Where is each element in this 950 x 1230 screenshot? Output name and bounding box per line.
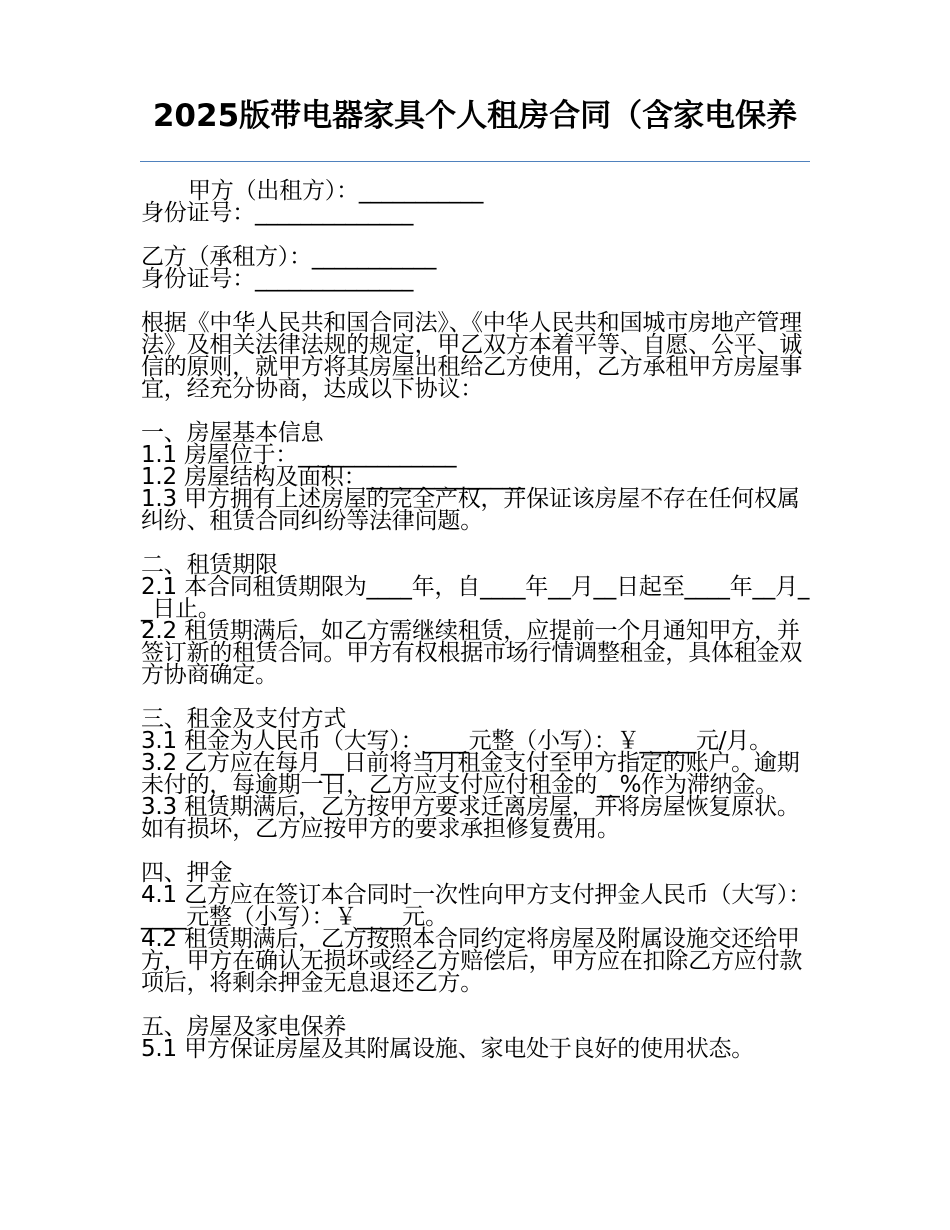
section-heading: 一、房屋基本信息 (141, 420, 324, 446)
clause: 3.3 租赁期满后，乙方按甲方要求迁离房屋，并将房屋恢复原状。如有损坏，乙方应按甲方的要求承担修复费用。 (141, 794, 800, 842)
document-body (141, 180, 816, 1060)
clause: 5.1 甲方保证房屋及其附属设施、家电处于良好的使用状态。 (141, 1036, 755, 1062)
document-title: 2025版带电器家具个人租房合同（含家电保养 (152, 98, 798, 134)
spacer (141, 400, 816, 422)
spacer (141, 686, 816, 708)
clause: 2.1 本合同租赁期限为____年，自____年__月__日起至____年__月__日止。 (141, 574, 810, 622)
spacer (141, 532, 816, 554)
clause: 4.2 租赁期满后，乙方按照本合同约定将房屋及附属设施交还给甲方，甲方在确认无损坏或经乙方赔偿后，甲方应在扣除乙方应付款项后，将剩余押金无息退还乙方。 (141, 926, 803, 996)
party-b-id-line: 身份证号：______________ (141, 266, 414, 292)
section-heading: 四、押金 (141, 860, 233, 886)
clause: 1.2 房屋结构及面积：______________ (141, 464, 525, 490)
clause: 1.1 房屋位于：______________ (141, 442, 457, 468)
spacer (141, 224, 816, 246)
clause: 2.2 租赁期满后，如乙方需继续租赁，应提前一个月通知甲方，并签订新的租赁合同。甲方有权根据市场行情调整租金，具体租金双方协商确定。 (141, 618, 803, 688)
spacer (141, 290, 816, 312)
party-b-line: 乙方（承租方）：___________ (141, 244, 437, 270)
clause: 4.1 乙方应在签订本合同时一次性向甲方支付押金人民币（大写）：____元整（小写）：￥____元。 (141, 882, 811, 930)
spacer (141, 840, 816, 862)
party-a-id-line: 身份证号：______________ (141, 200, 414, 226)
section-heading: 二、租赁期限 (141, 552, 278, 578)
clause: 3.2 乙方应在每月__日前将当月租金支付至甲方指定的账户。逾期未付的，每逾期一日，乙方应支付应付租金的__%作为滞纳金。 (141, 750, 800, 798)
title-underline (140, 161, 810, 162)
party-a-line: 甲方（出租方）：___________ (188, 178, 484, 204)
section-heading: 五、房屋及家电保养 (141, 1014, 347, 1040)
intro-paragraph: 根据《中华人民共和国合同法》、《中华人民共和国城市房地产管理法》及相关法律法规的规定，甲乙双方本着平等、自愿、公平、诚信的原则，就甲方将其房屋出租给乙方使用，乙方承租甲方房屋事宜，经充分协商，达成以下协议： (141, 310, 803, 402)
clause: 1.3 甲方拥有上述房屋的完全产权，并保证该房屋不存在任何权属纠纷、租赁合同纠纷等法律问题。 (141, 486, 800, 534)
section-heading: 三、租金及支付方式 (141, 706, 347, 732)
clause: 3.1 租金为人民币（大写）：____元整（小写）：￥_____元/月。 (141, 728, 772, 754)
spacer (141, 994, 816, 1016)
